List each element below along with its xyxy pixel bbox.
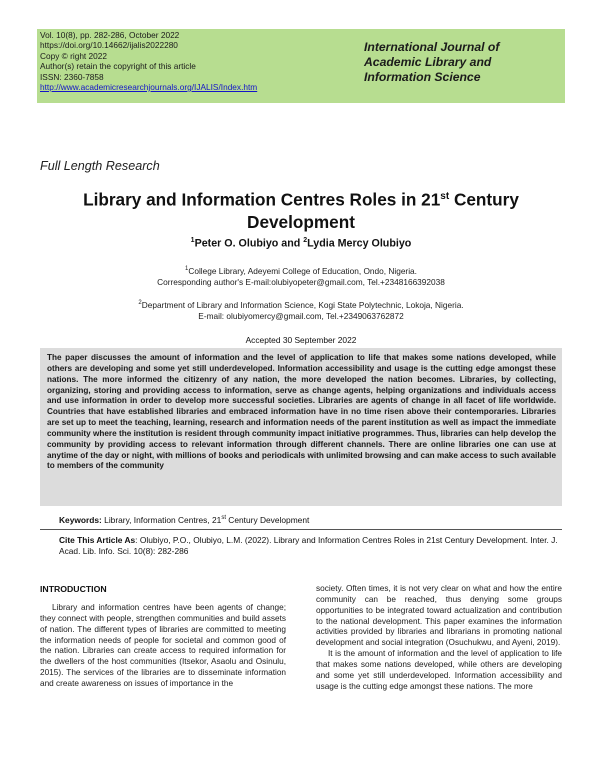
citation: Cite This Article As: Olubiyo, P.O., Olubiyo, L.M. (2022). Library and Information Centres Roles in 21st Century Development. Inter. J. Acad. Lib. Info. Sci. 10(8): 282-286 [59, 535, 558, 556]
volume-line: Vol. 10(8), pp. 282-286, October 2022 [40, 30, 180, 40]
journal-title: International Journal of Academic Library and Information Science [364, 40, 500, 84]
accepted-date: Accepted 30 September 2022 [245, 335, 357, 345]
journal-url-link[interactable]: http://www.academicresearchjournals.org/IJALIS/Index.htm [40, 82, 258, 93]
article-title: Library and Information Centres Roles in 21st Century Development [83, 189, 519, 232]
body-column-left [40, 603, 286, 690]
affiliation-2: $^2$Department of Library and Information Science, Kogi State Polytechnic, Lokoja, Nigeria. E-mail: olubiyomercy@gmail.com, Tel.+2349063762872 [138, 299, 464, 322]
retain-line: Author(s) retain the copyright of this article [40, 61, 196, 72]
paragraph: Library and information centres have been agents of change; they connect with people, strengthen communities and build assets of nation. The different types of libraries are committed to meeting the information needs of people for societal and common good of the nation. Libraries can create access to required information for the dwellers of the host communities (Itsekor, Asaolu and Osinulu, 2015). The services of the libraries are to disseminate information and create awareness on issues of importance in the [40, 603, 286, 688]
divider [40, 529, 562, 530]
keywords: Keywords: Library, Information Centres, 21st Century Development [59, 515, 310, 525]
article-type: Full Length Research [40, 159, 160, 173]
copyright-line: Copy © right 2022 [40, 50, 107, 61]
introduction-heading: INTRODUCTION [40, 584, 107, 594]
body-column-right [316, 584, 562, 692]
publication-meta [40, 30, 360, 92]
abstract-box: The paper discusses the amount of information and the level of application to life that makes some nations developed, while others are developing and some yet still underdeveloped. Information accessibility and usage is the cutting edge amongst these nations. The more informed the citizenry of any nation, the more developed the nation becomes. Libraries, by collecting, organizing, storing and providing access to information, serve as change agents, helping organizations and individuals access and use information in order to develop more successful societies. Libraries are agents of change in all facet of life worldwide. Countries that have established libraries and embraced information have in no time risen above their contemporaries. Libraries are set up to meet the teaching, learning, research and information needs of the parent institution as well as impact the immediate community where the institution is resident through community impact initiative programmes. Thus, libraries can help develop the community by providing access to relevant information through different channels. There are online libraries one can use at anytime of the day or night, with millions of books and periodicals with unlimited browsing and can make access to such available to members of the community [40, 348, 562, 506]
affiliation-1: $^1$College Library, Adeyemi College of Education, Ondo, Nigeria. Corresponding author's E-mail:olubiyopeter@gmail.com, Tel.+2348166392038 [157, 265, 445, 288]
authors: $^1$Peter O. Olubiyo and $^2$Lydia Mercy Olubiyo [190, 237, 412, 250]
issn-line: ISSN: 2360-7858 [40, 71, 104, 82]
doi-line: https://doi.org/10.14662/ijalis2022280 [40, 40, 178, 51]
paragraph: society. Often times, it is not very clear on what and how the entire community can be reached, thus denying some groups opportunities to be integrated toward actualization and contribution to the national development. This paper examines the information activities provided by libraries and librarians in promoting national development and social integration (Osuchukwu, and Ayeni, 2019). [316, 584, 562, 648]
paragraph: It is the amount of information and the level of application to life that makes some nations developed, while others are developing and some yet still underdeveloped. Information accessibility and usage is the cutting edge amongst these nations. The more [316, 649, 562, 691]
